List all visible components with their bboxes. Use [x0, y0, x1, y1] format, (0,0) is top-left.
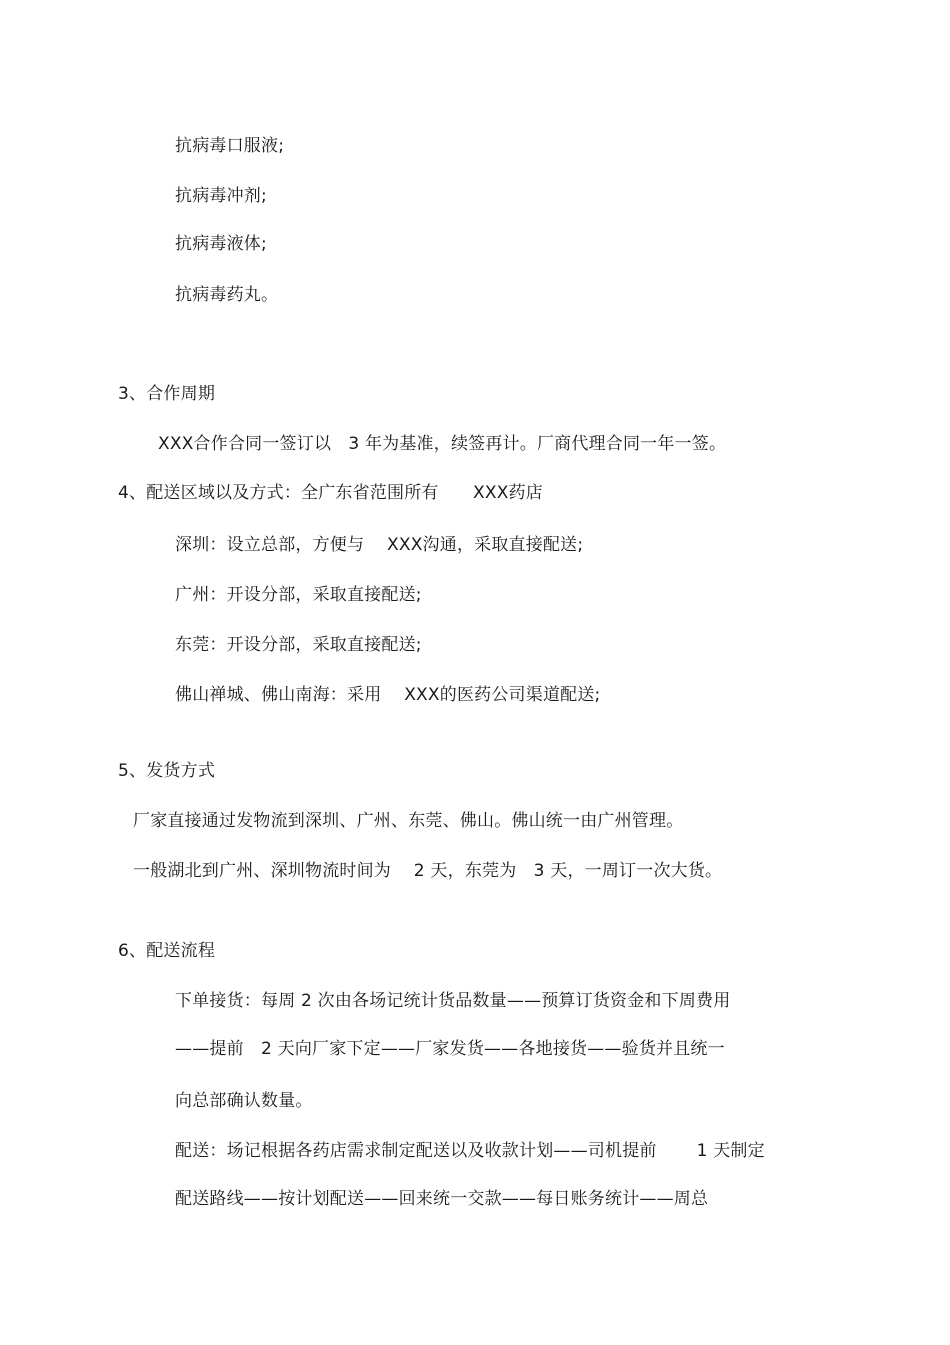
section-6-line-4: 配送：场记根据各药店需求制定配送以及收款计划——司机提前 1 天制定	[175, 1141, 765, 1161]
section-5-line-1: 厂家直接通过发物流到深圳、广州、东莞、佛山。佛山统一由广州管理。	[133, 811, 684, 831]
section-6-line-1: 下单接货：每周 2 次由各场记统计货品数量——预算订货资金和下周费用	[175, 991, 731, 1011]
product-item-3: 抗病毒液体;	[175, 234, 267, 254]
section-4-item-shenzhen: 深圳：设立总部，方便与 XXX沟通，采取直接配送;	[175, 535, 584, 555]
product-item-1: 抗病毒口服液;	[175, 136, 285, 156]
section-5-heading: 5、发货方式	[118, 761, 216, 781]
section-6-line-3: 向总部确认数量。	[175, 1091, 313, 1111]
section-4-item-guangzhou: 广州：开设分部，采取直接配送;	[175, 585, 422, 605]
section-6-line-5: 配送路线——按计划配送——回来统一交款——每日账务统计——周总	[175, 1189, 709, 1209]
product-item-2: 抗病毒冲剂;	[175, 186, 267, 206]
section-6-line-2: ——提前 2 天向厂家下定——厂家发货——各地接货——验货并且统一	[175, 1039, 725, 1059]
section-4-item-dongguan: 东莞：开设分部，采取直接配送;	[175, 635, 422, 655]
section-5-line-2: 一般湖北到广州、深圳物流时间为 2 天，东莞为 3 天，一周订一次大货。	[133, 861, 723, 881]
section-3-text: XXX合作合同一签订以 3 年为基准，续签再计。厂商代理合同一年一签。	[158, 434, 727, 454]
section-6-heading: 6、配送流程	[118, 941, 216, 961]
product-item-4: 抗病毒药丸。	[175, 285, 279, 305]
section-3-heading: 3、合作周期	[118, 384, 216, 404]
section-4-heading: 4、配送区域以及方式：全广东省范围所有 XXX药店	[118, 483, 543, 503]
section-4-item-foshan: 佛山禅城、佛山南海：采用 XXX的医药公司渠道配送;	[175, 685, 601, 705]
